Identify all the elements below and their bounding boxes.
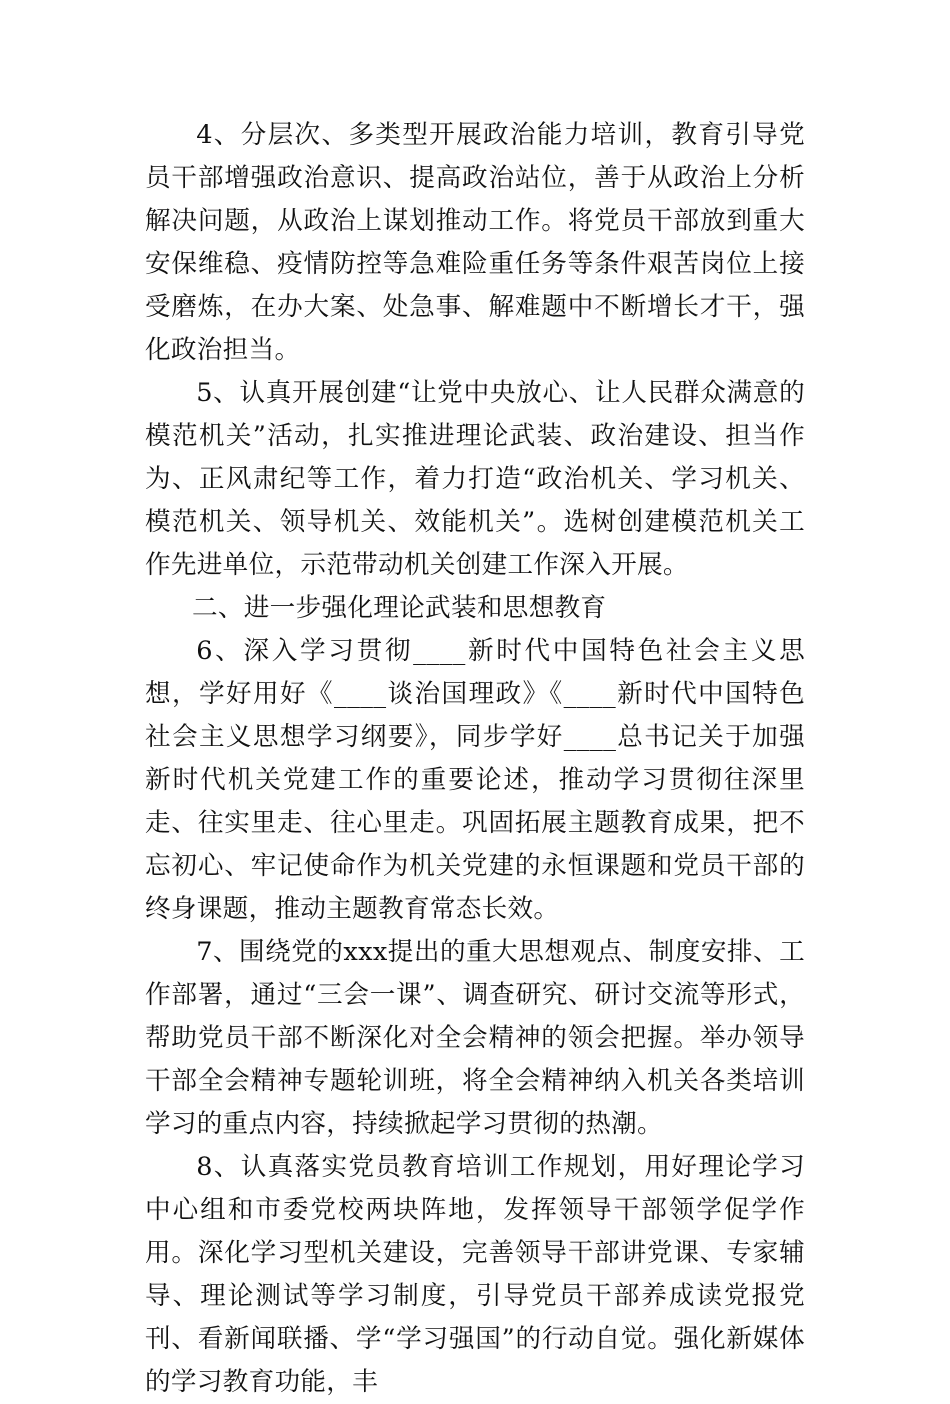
paragraph-item-6: 6、深入学习贯彻____新时代中国特色社会主义思想，学好用好《____谈治国理政》《____新时代中国特色社会主义思想学习纲要》，同步学好____总书记关于加强新时代机关党建工作的重要论述，推动学习贯彻往深里走、往实里走、往心里走。巩固拓展主题教育成果，把不忘初心、牢记使命作为机关党建的永恒课题和党员干部的终身课题，推动主题教育常态长效。 (145, 636, 805, 924)
paragraph-item-4: 4、分层次、多类型开展政治能力培训，教育引导党员干部增强政治意识、提高政治站位，善于从政治上分析解决问题，从政治上谋划推动工作。将党员干部放到重大安保维稳、疫情防控等急难险重任务等条件艰苦岗位上接受磨炼，在办大案、处急事、解难题中不断增长才干，强化政治担当。 (145, 120, 805, 365)
section-heading-2: 二、进一步强化理论武装和思想教育 (192, 593, 607, 623)
paragraph-item-8: 8、认真落实党员教育培训工作规划，用好理论学习中心组和市委党校两块阵地，发挥领导干部领学促学作用。深化学习型机关建设，完善领导干部讲党课、专家辅导、理论测试等学习制度，引导党员干部养成读党报党刊、看新闻联播、学“学习强国”的行动自觉。强化新媒体的学习教育功能，丰 (145, 1152, 805, 1397)
document-page (145, 114, 805, 1404)
paragraph-item-5: 5、认真开展创建“让党中央放心、让人民群众满意的模范机关”活动，扎实推进理论武装、政治建设、担当作为、正风肃纪等工作，着力打造“政治机关、学习机关、模范机关、领导机关、效能机关”。选树创建模范机关工作先进单位，示范带动机关创建工作深入开展。 (145, 378, 805, 580)
paragraph-item-7: 7、围绕党的xxx提出的重大思想观点、制度安排、工作部署，通过“三会一课”、调查研究、研讨交流等形式，帮助党员干部不断深化对全会精神的领会把握。举办领导干部全会精神专题轮训班，将全会精神纳入机关各类培训学习的重点内容，持续掀起学习贯彻的热潮。 (145, 937, 805, 1139)
